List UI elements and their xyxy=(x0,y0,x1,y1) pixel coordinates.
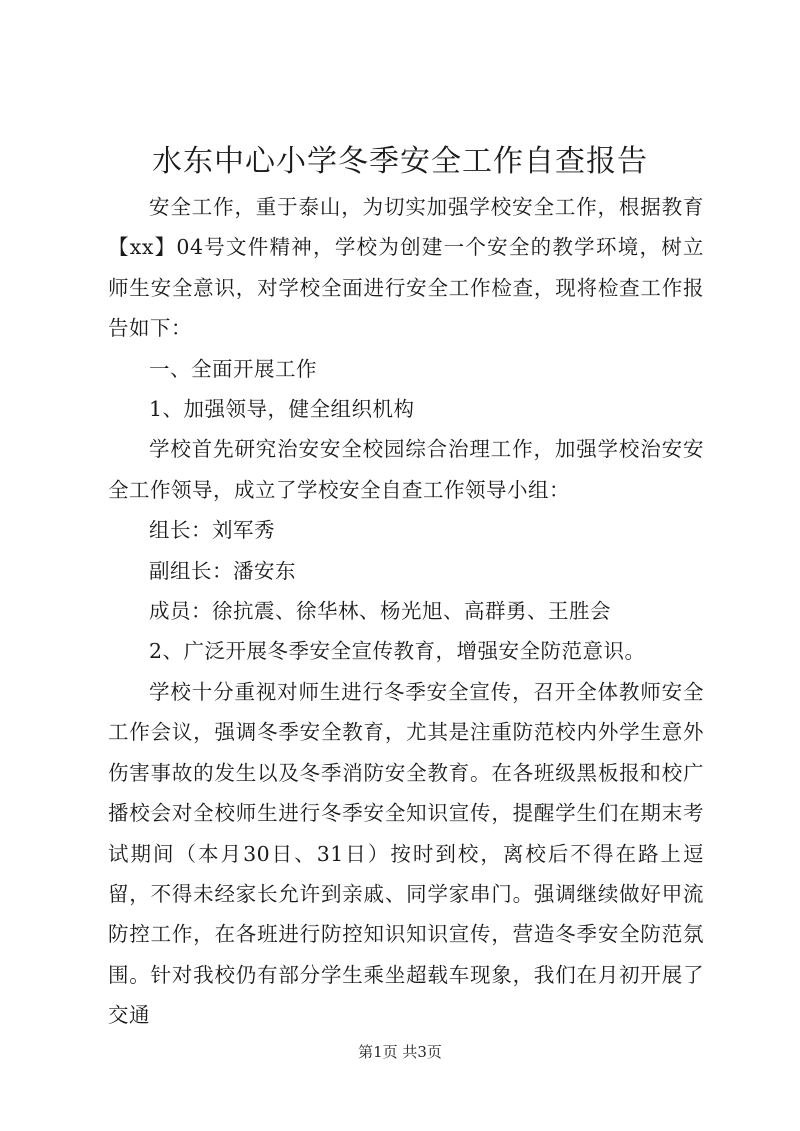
subsection-heading-1: 1、加强领导，健全组织机构 xyxy=(149,397,415,422)
document-body xyxy=(108,187,704,1036)
subsection-heading-2: 2、广泛开展冬季安全宣传教育，增强安全防范意识。 xyxy=(149,639,646,664)
section-heading-1: 一、全面开展工作 xyxy=(149,356,317,381)
team-members: 成员：徐抗震、徐华林、杨光旭、高群勇、王胜会 xyxy=(149,599,611,624)
document-title: 水东中心小学冬季安全工作自查报告 xyxy=(152,144,648,179)
page-number: 第1页 共3页 xyxy=(358,1043,442,1061)
team-leader: 组长：刘军秀 xyxy=(149,518,275,543)
team-deputy-leader: 副组长：潘安东 xyxy=(149,558,296,583)
paragraph-intro: 安全工作，重于泰山，为切实加强学校安全工作，根据教育【xx】04号文件精神，学校为创建一个安全的教学环境，树立师生安全意识，对学校全面进行安全工作检查，现将检查工作报告如下： xyxy=(108,195,704,341)
paragraph-winter-safety: 学校十分重视对师生进行冬季安全宣传，召开全体教师安全工作会议，强调冬季安全教育，尤其是注重防范校内外学生意外伤害事故的发生以及冬季消防安全教育。在各班级黑板报和校广播校会对全校师生进行冬季安全知识宣传，提醒学生们在期末考试期间（本月30日、31日）按时到校，离校后不得在路上逗留，不得未经家长允许到亲戚、同学家串门。强调继续做好甲流防控工作，在各班进行防控知识知识宣传，营造冬季安全防范氛围。针对我校仍有部分学生乘坐超载车现象，我们在月初开展了交通 xyxy=(108,679,704,1028)
paragraph-leadership: 学校首先研究治安安全校园综合治理工作，加强学校治安安全工作领导，成立了学校安全自查工作领导小组： xyxy=(108,437,704,502)
